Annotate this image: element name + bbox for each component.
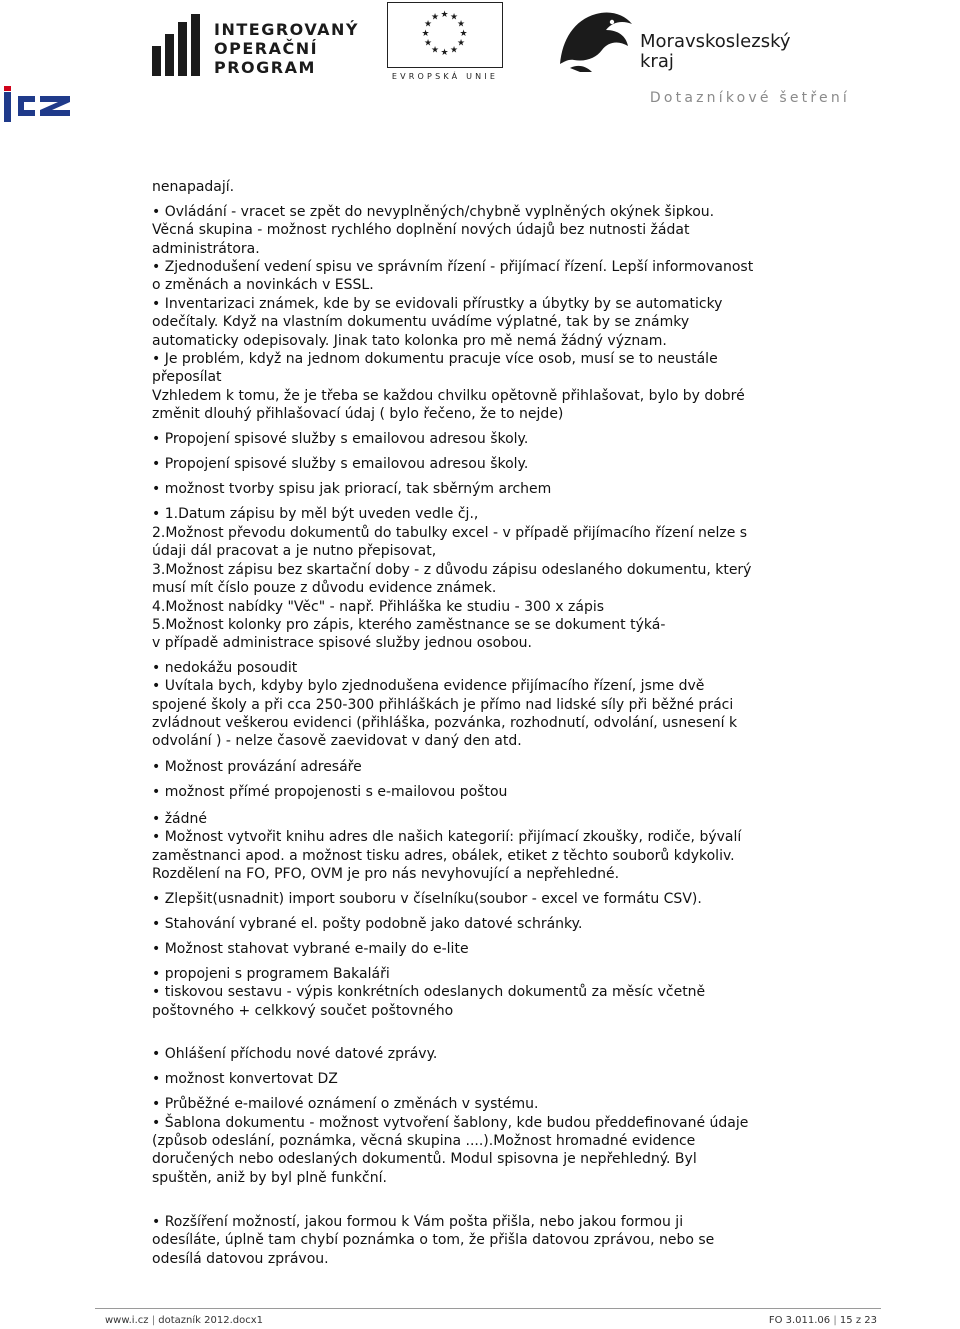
moravskoslezsky-kraj-logo <box>556 6 806 76</box>
text-line: změnit dlouhý přihlašovací údaj ( bylo řečeno, že to nejde) <box>152 406 564 423</box>
footer-separator: | <box>151 1315 156 1326</box>
text-line: • žádné <box>152 810 208 827</box>
text-line: zaměstnanci apod. a možnost tisku adres, obálek, etiket z těchto souborů kdykoliv. <box>152 847 735 864</box>
svg-text:★: ★ <box>456 38 466 49</box>
text-line: • Možnost stahovat vybrané e-maily do e-lite <box>152 941 469 958</box>
msk-eagle-emblem <box>556 6 636 76</box>
text-line: Vzhledem k tomu, že je třeba se každou chvilku opětovně přihlašovat, bylo by dobré <box>152 387 745 404</box>
eu-flag <box>387 2 503 68</box>
text-line: • Zlepšit(usnadnit) import souboru v číselníku(soubor - excel ve formátu CSV). <box>152 891 702 908</box>
text-line: (způsob odeslání, poznámka, věcná skupina ....).Možnost hromadné evidence <box>152 1133 696 1149</box>
eu-logo-text: EVROPSKÁ UNIE <box>391 72 499 81</box>
page-footer <box>95 1308 881 1329</box>
document-title: Dotazníkové šetření <box>649 90 850 106</box>
text-line: Rozdělení na FO, PFO, OVM je pro nás nevyhovující a nepřehledné. <box>152 866 620 883</box>
text-line: • 1.Datum zápisu by měl být uveden vedle čj., <box>152 506 479 523</box>
text-line: automaticky odepisovaly. Jinak tato kolonka pro mě nemá žádný význam. <box>152 332 667 349</box>
text-line: odesíláte, úplně tam chybí poznámka o tom, že přišla datovou zprávou, nebo se <box>152 1232 715 1249</box>
footer-separator: | <box>833 1315 837 1326</box>
footer-website-link[interactable]: www.i.cz <box>105 1315 149 1326</box>
text-line: odvolání ) - nelze časově zaevidovat v daný den atd. <box>152 733 522 750</box>
text-line: • Možnost provázání adresáře <box>152 758 362 775</box>
iop-bars-graphic <box>152 14 202 78</box>
text-line: • Rozšíření možností, jakou formou k Vám pošta přišla, nebo jakou formou ji <box>152 1213 684 1230</box>
footer-form-code: FO 3.011.06 <box>768 1315 831 1326</box>
eu-logo <box>387 2 503 86</box>
text-line: údaji dál pracovat a je nutno přepisovat, <box>152 543 437 560</box>
footer-page-total: 23 <box>864 1315 877 1326</box>
text-line: • Stahování vybrané el. pošty podobně jako datové schránky. <box>152 916 583 933</box>
text-line: 2.Možnost převodu dokumentů do tabulky excel - v případě přijímacího řízení nelze s <box>152 524 748 541</box>
text-line: • Ohlášení příchodu nové datové zprávy. <box>152 1046 438 1063</box>
text-line: • Ovládání - vracet se zpět do nevyplněných/chybně vyplněných okýnek šipkou. <box>152 203 715 220</box>
footer-page-current: 15 <box>839 1315 853 1326</box>
svg-text:★: ★ <box>449 45 459 56</box>
svg-text:★: ★ <box>421 29 430 39</box>
text-line: • Je problém, když na jednom dokumentu pracuje více osob, musí se to neustále <box>152 351 718 368</box>
text-line: • možnost přímé propojenosti s e-mailovou poštou <box>152 784 508 801</box>
svg-text:★: ★ <box>449 12 459 23</box>
text-line: administrátora. <box>152 240 260 257</box>
text-line: v případě administrace spisové služby jednou osobou. <box>152 635 532 652</box>
text-line: • Propojení spisové služby s emailovou adresou školy. <box>152 431 529 448</box>
text-line: Věcná skupina - možnost rychlého doplnění nových údajů bez nutnosti žádat <box>152 222 690 239</box>
text-line: 3.Možnost zápisu bez skartační doby - z důvodu zápisu odeslaného dokumentu, který <box>152 561 752 578</box>
svg-text:★: ★ <box>459 29 468 39</box>
text-line: • možnost konvertovat DZ <box>152 1070 338 1087</box>
text-line: • možnost tvorby spisu jak priorací, tak sběrným archem <box>152 481 552 498</box>
text-line: zvládnout veškerou evidenci (přihláška, pozvánka, rozhodnutí, odvolání, usnesení k <box>152 714 738 731</box>
text-line: • Šablona dokumentu - možnost vytvoření šablony, kde budou předdefinované údaje <box>152 1114 749 1131</box>
svg-text:★: ★ <box>423 38 433 49</box>
iop-logo-line-1: INTEGROVANÝ <box>214 20 359 39</box>
msk-logo-line-1: Moravskoslezský <box>640 31 791 52</box>
text-line: 4.Možnost nabídky "Věc" - např. Přihláška ke studiu - 300 x zápis <box>152 598 605 615</box>
text-line: • Uvítala bych, kdyby bylo zjednodušena evidence přijímacího řízení, jsme dvě <box>152 678 705 695</box>
text-line: odečítaly. Když na vlastním dokumentu uvádíme výplatné, tak by se známky <box>152 314 690 331</box>
text-line: spojené školy a při cca 250-300 přihláškách je přímo nad lidské síly při běžné práci <box>152 696 734 713</box>
svg-text:★: ★ <box>430 12 440 23</box>
text-line: o změnách a novinkách v ESSL. <box>152 277 374 294</box>
text-line: poštovného + celkkový součet poštovného <box>152 1002 454 1019</box>
svg-text:★: ★ <box>430 45 440 56</box>
text-line: přeposílat <box>152 369 222 386</box>
text-line: • Zjednodušení vedení spisu ve správním řízení - přijímací řízení. Lepší informovanost <box>152 259 754 276</box>
text-line: • propojeni s programem Bakaláři <box>152 965 390 982</box>
footer-filename: dotazník 2012.docx1 <box>158 1315 263 1326</box>
text-line: • Možnost vytvořit knihu adres dle našich kategorií: přijímací zkoušky, rodiče, bývalí <box>152 829 742 846</box>
eu-stars-graphic <box>388 3 501 66</box>
text-line: doručených nebo odeslaných dokumentů. Modul spisovna je nepřehledný. Byl <box>152 1151 697 1168</box>
footer-page-of: z <box>855 1315 862 1326</box>
text-line: 5.Možnost kolonky pro zápis, kterého zaměstnance se se dokument týká- <box>152 616 666 633</box>
icz-logo <box>4 86 74 124</box>
iop-logo <box>152 14 359 78</box>
text-line: • Průběžné e-mailové oznámení o změnách v systému. <box>152 1096 539 1113</box>
document-body <box>152 178 832 1268</box>
svg-text:★: ★ <box>440 10 449 20</box>
text-line: • tiskovou sestavu - výpis konkrétních odeslanych dokumentů za měsíc včetně <box>152 984 706 1001</box>
iop-logo-line-3: PROGRAM <box>214 58 316 77</box>
footer-left <box>105 1315 263 1326</box>
iop-logo-line-2: OPERAČNÍ <box>214 39 319 58</box>
footer-right <box>769 1315 877 1326</box>
page-header <box>0 0 960 130</box>
svg-text:★: ★ <box>456 19 466 30</box>
svg-text:★: ★ <box>423 19 433 30</box>
text-line: • Propojení spisové služby s emailovou adresou školy. <box>152 456 529 473</box>
text-line: • Inventarizaci známek, kde by se evidovali přírustky a úbytky by se automaticky <box>152 295 723 312</box>
msk-logo-line-2: kraj <box>640 51 674 72</box>
text-line: spuštěn, aniž by byl plně funkční. <box>152 1169 387 1186</box>
text-line: odesílá datovou zprávou. <box>152 1250 329 1267</box>
text-line: musí mít číslo pouze z důvodu evidence známek. <box>152 580 497 597</box>
text-line: • nedokážu posoudit <box>152 659 298 676</box>
svg-text:★: ★ <box>440 48 449 58</box>
text-line: nenapadají. <box>152 179 235 195</box>
